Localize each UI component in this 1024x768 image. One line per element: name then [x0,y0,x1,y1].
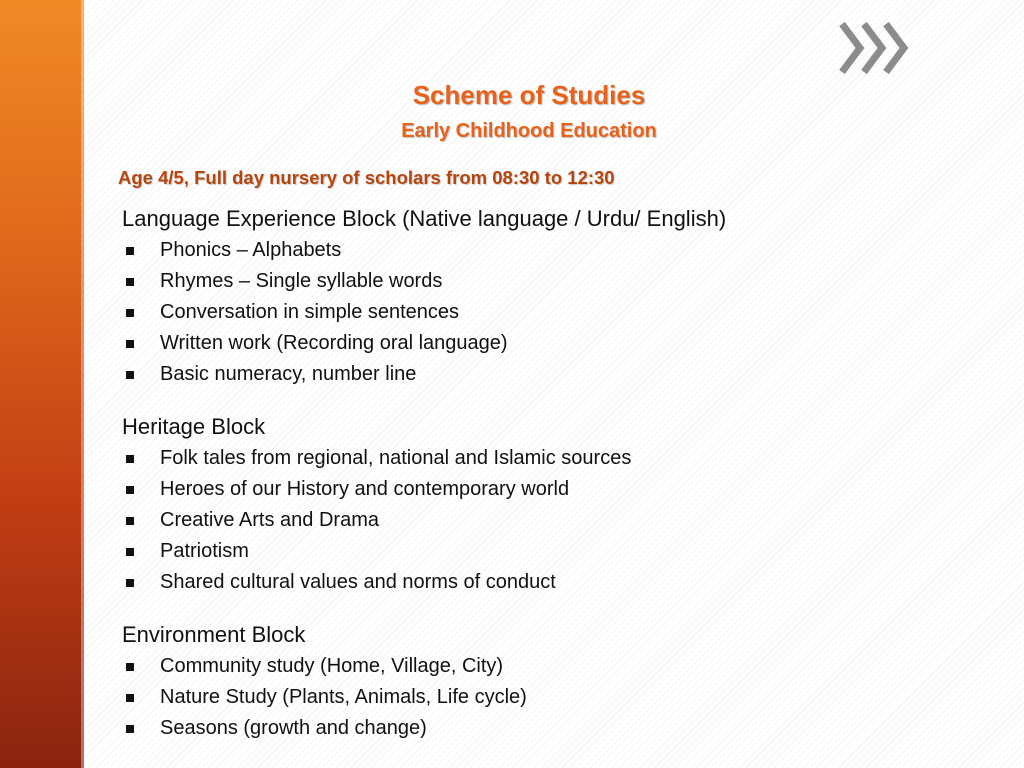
list-item-text: Heroes of our History and contemporary world [160,478,570,500]
bullet-list [122,235,962,390]
list-item [122,505,962,536]
list-item [122,536,962,567]
square-bullet-icon [126,340,134,348]
square-bullet-icon [126,371,134,379]
list-item-text: Conversation in simple sentences [160,301,460,323]
environment-block [122,620,962,744]
age-schedule-line: Age 4/5, Full day nursery of scholars from 08:30 to 12:30 [118,167,615,188]
square-bullet-icon [126,247,134,255]
list-item-text: Patriotism [160,540,249,562]
list-item [122,359,962,390]
slide-title: Scheme of Studies [412,80,646,110]
triple-chevron-right-icon [836,20,912,76]
list-item-text: Phonics – Alphabets [160,239,342,261]
heritage-block [122,412,962,598]
bullet-list [122,443,962,598]
square-bullet-icon [126,663,134,671]
list-item [122,567,962,598]
square-bullet-icon [126,309,134,317]
list-item [122,474,962,505]
list-item [122,328,962,359]
block-heading: Language Experience Block (Native language / Urdu/ English) [122,206,727,231]
list-item-text: Folk tales from regional, national and Islamic sources [160,447,632,469]
square-bullet-icon [126,579,134,587]
list-item [122,713,962,744]
list-item-text: Creative Arts and Drama [160,509,379,531]
list-item [122,235,962,266]
list-item-text: Shared cultural values and norms of conduct [160,571,556,593]
list-item-text: Seasons (growth and change) [160,717,427,739]
bullet-list [122,651,962,744]
block-heading: Heritage Block [122,414,266,439]
square-bullet-icon [126,517,134,525]
square-bullet-icon [126,548,134,556]
square-bullet-icon [126,694,134,702]
list-item [122,651,962,682]
side-decoration-bar [0,0,84,768]
square-bullet-icon [126,455,134,463]
list-item-text: Community study (Home, Village, City) [160,655,504,677]
list-item [122,266,962,297]
list-item-text: Rhymes – Single syllable words [160,270,443,292]
list-item-text: Nature Study (Plants, Animals, Life cycle) [160,686,527,708]
list-item-text: Written work (Recording oral language) [160,332,508,354]
list-item [122,443,962,474]
square-bullet-icon [126,486,134,494]
language-experience-block [122,204,962,390]
slide-subtitle: Early Childhood Education [401,120,657,142]
square-bullet-icon [126,725,134,733]
list-item [122,682,962,713]
block-heading: Environment Block [122,622,306,647]
square-bullet-icon [126,278,134,286]
list-item [122,297,962,328]
list-item-text: Basic numeracy, number line [160,363,417,385]
